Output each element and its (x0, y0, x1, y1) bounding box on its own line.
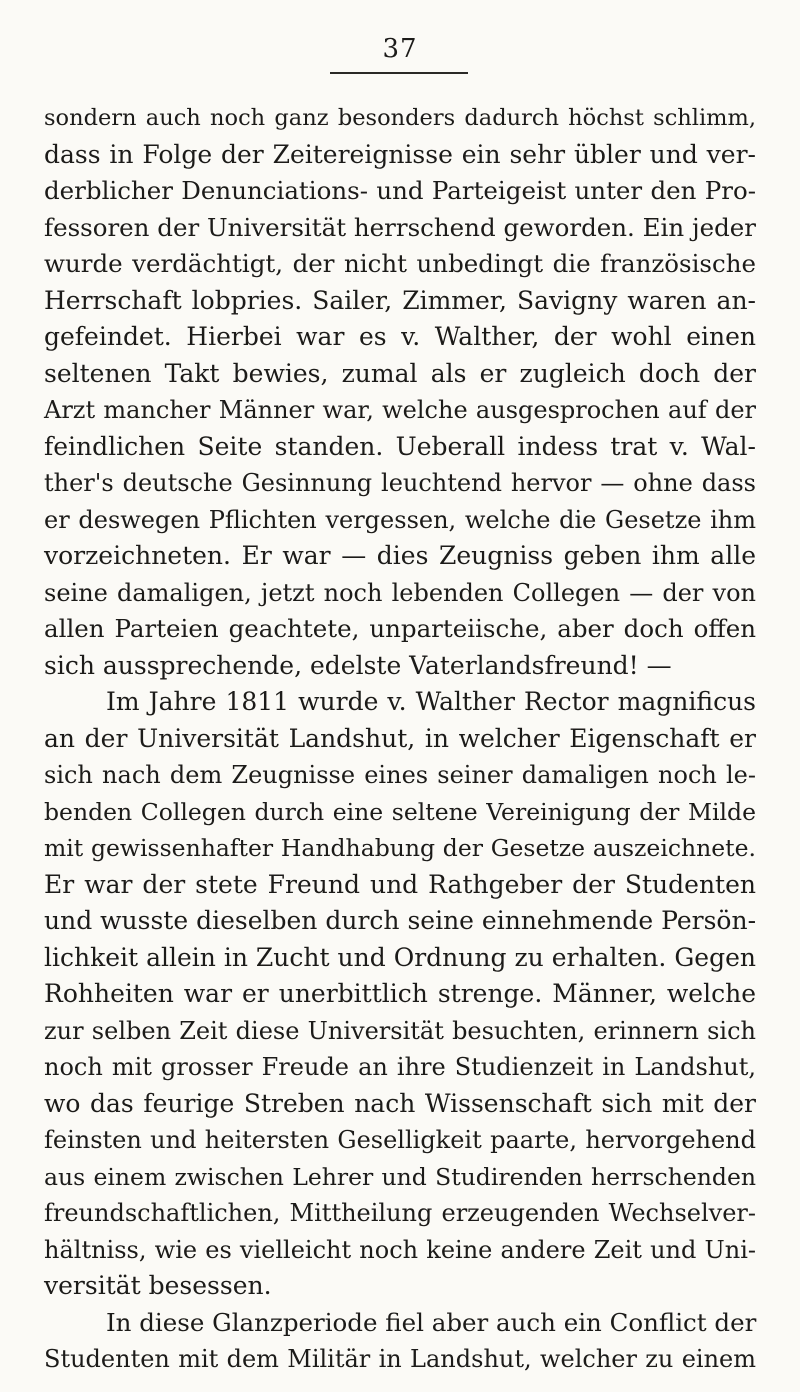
text-line: Er war der stete Freund und Rathgeber der Studenten (44, 869, 756, 899)
text-line: er deswegen Pflichten vergessen, welche die Gesetze ihm (44, 505, 756, 534)
text-line: derblicher Denunciations- und Parteigeist unter den Pro- (44, 176, 756, 205)
text-line: mit gewissenhafter Handhabung der Gesetze auszeichnete. (44, 834, 756, 862)
text-line: sich aussprechende, edelste Vaterlandsfreund! — (44, 650, 672, 680)
text-line: allen Parteien geachtete, unparteiische, aber doch offen (44, 614, 756, 643)
text-line: lichkeit allein in Zucht und Ordnung zu erhalten. Gegen (44, 942, 756, 972)
text-line: ther's deutsche Gesinnung leuchtend hervor — ohne dass (44, 469, 756, 497)
text-line: feinsten und heitersten Geselligkeit paarte, hervorgehend (44, 1126, 756, 1154)
body-text (44, 100, 756, 1378)
text-line: feindlichen Seite standen. Ueberall indess trat v. Wal- (44, 431, 756, 461)
text-line: versität besessen. (44, 1271, 272, 1300)
text-line: an der Universität Landshut, in welcher Eigenschaft er (44, 723, 756, 753)
text-line: wurde verdächtigt, der nicht unbedingt die französische (44, 249, 756, 278)
text-line: Herrschaft lobpries. Sailer, Zimmer, Savigny waren an- (44, 285, 756, 315)
text-line: Rohheiten war er unerbittlich strenge. Männer, welche (44, 979, 756, 1008)
page-number: 37 (382, 34, 418, 64)
text-line: noch mit grosser Freude an ihre Studienzeit in Landshut, (44, 1053, 756, 1081)
text-line: aus einem zwischen Lehrer und Studirenden herrschenden (44, 1162, 756, 1191)
text-line: und wusste dieselben durch seine einnehmende Persön- (44, 906, 757, 935)
text-line: hältniss, wie es vielleicht noch keine andere Zeit und Uni- (44, 1235, 756, 1264)
text-line: zur selben Zeit diese Universität besuchten, erinnern sich (44, 1016, 756, 1045)
text-line: wo das feurige Streben nach Wissenschaft sich mit der (44, 1088, 756, 1118)
text-line: dass in Folge der Zeitereignisse ein sehr übler und ver- (44, 139, 756, 169)
text-line: Arzt mancher Männer war, welche ausgesprochen auf der (44, 396, 756, 424)
text-line: Im Jahre 1811 wurde v. Walther Rector magnificus (106, 687, 756, 716)
text-line: Studenten mit dem Militär in Landshut, welcher zu einem (44, 1345, 756, 1373)
text-line: seine damaligen, jetzt noch lebenden Collegen — der von (44, 578, 756, 607)
text-line: seltenen Takt bewies, zumal als er zugleich doch der (44, 358, 756, 388)
header-rule (330, 72, 468, 74)
text-line: gefeindet. Hierbei war es v. Walther, der wohl einen (44, 322, 756, 351)
text-line: fessoren der Universität herrschend geworden. Ein jeder (44, 212, 756, 242)
text-line: freundschaftlichen, Mittheilung erzeugenden Wechselver- (44, 1199, 756, 1227)
text-line: In diese Glanzperiode fiel aber auch ein Conflict der (106, 1307, 757, 1337)
text-line: sich nach dem Zeugnisse eines seiner damaligen noch le- (44, 761, 756, 789)
text-line: sondern auch noch ganz besonders dadurch höchst schlimm, (44, 105, 756, 131)
text-line: benden Collegen durch eine seltene Vereinigung der Milde (44, 797, 756, 826)
text-line: vorzeichneten. Er war — dies Zeugniss geben ihm alle (44, 541, 756, 570)
